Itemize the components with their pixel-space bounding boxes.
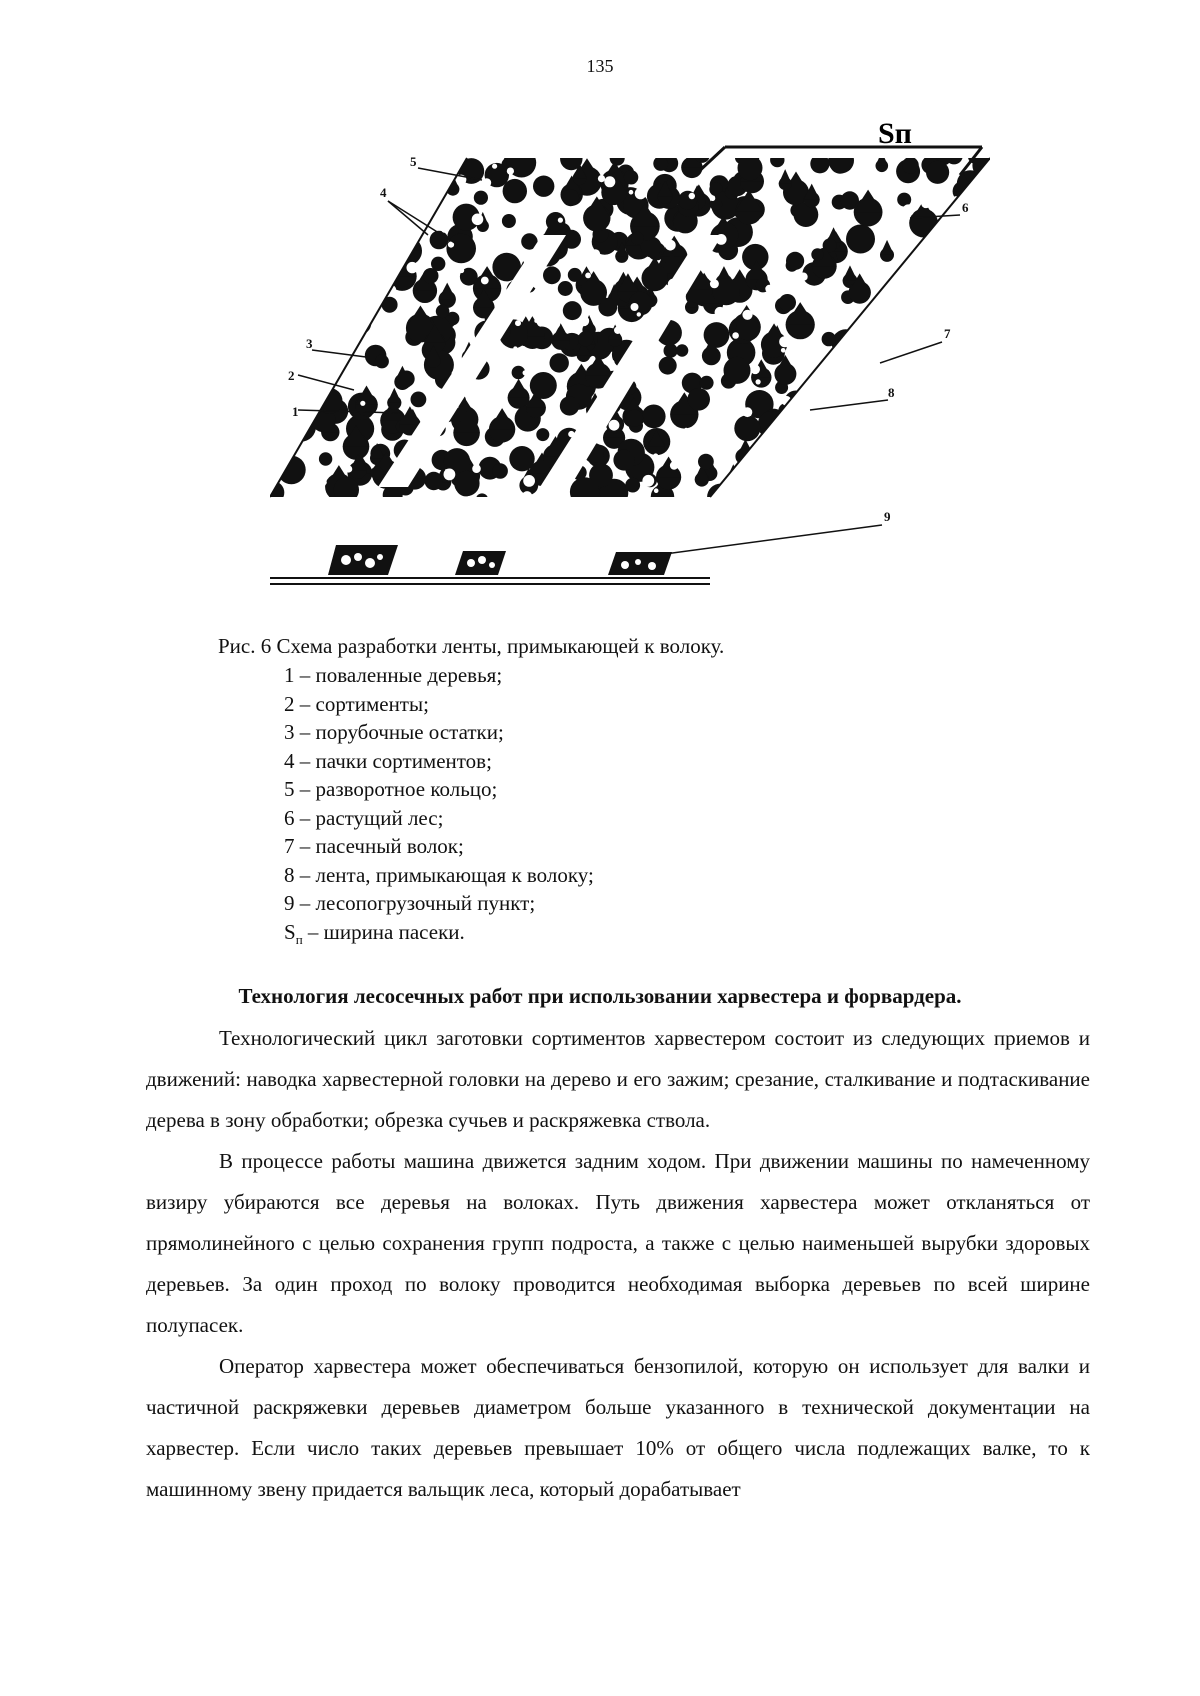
callout-9: 9 — [884, 509, 891, 524]
callout-5: 5 — [410, 154, 417, 169]
log-stacks — [328, 545, 672, 575]
body-text — [146, 1018, 1090, 1510]
paragraph-1: Технологический цикл заготовки сортиментов харвестером состоит из следующих приемов и движений: наводка харвестерной головки на дерево и его зажим; срезание, сталкивание и подтаскивание дерева в зону обработки; обрезка сучьев и раскряжевка ствола. — [146, 1026, 1090, 1132]
callout-2: 2 — [288, 368, 295, 383]
legend-item: 3 – порубочные остатки; — [284, 720, 504, 744]
forest-strip-diagram — [270, 105, 990, 595]
diagram-svg — [270, 105, 990, 595]
legend-item: 1 – поваленные деревья; — [284, 663, 503, 687]
width-label: Sп — [878, 117, 912, 150]
legend-item: 6 – растущий лес; — [284, 805, 444, 830]
callout-7: 7 — [944, 326, 951, 341]
legend-item: 4 – пачки сортиментов; — [284, 748, 492, 773]
callout-4: 4 — [380, 185, 387, 200]
legend-item: 9 – лесопогрузочный пункт; — [284, 891, 536, 915]
width-description: – ширина пасеки. — [302, 919, 465, 944]
paragraph-3: Оператор харвестера может обеспечиваться бензопилой, которую он использует для валки и частичной раскряжевки деревьев диаметром больше указанного в технической документации на харвестер. Если число таких деревьев превышает 10% от общего числа подлежащих валке, то к машинному звену придается вальщик леса, который дорабатывает — [146, 1354, 1090, 1501]
figure-caption: Рис. 6 Схема разработки ленты, примыкающей к волоку. — [218, 634, 725, 658]
section-heading: Технология лесосечных работ при использовании харвестера и форвардера. — [238, 984, 962, 1008]
forest-area — [270, 134, 990, 510]
callout-6: 6 — [962, 200, 969, 215]
legend-item: 8 – лента, примыкающая к волоку; — [284, 862, 594, 887]
legend-item: 7 – пасечный волок; — [284, 834, 464, 858]
paragraph-2: В процессе работы машина движется задним ходом. При движении машины по намеченному визиру убираются все деревья на волоках. Путь движения харвестера может откланяться от прямолинейного с целью сохранения групп подроста, а также с целью наименьшей вырубки здоровых деревьев. За один проход по волоку проводится необходимая выборка деревьев по всей ширине полупасек. — [146, 1149, 1090, 1337]
legend-item: 2 – сортименты; — [284, 691, 429, 716]
width-symbol: S — [284, 919, 296, 944]
callout-8: 8 — [888, 385, 895, 400]
callout-1: 1 — [292, 404, 299, 419]
legend-item-width — [284, 918, 594, 955]
width-subscript: п — [295, 931, 303, 947]
legend-item: 5 – разворотное кольцо; — [284, 777, 498, 801]
figure-legend — [284, 661, 594, 954]
page-number: 135 — [586, 56, 614, 76]
callout-3: 3 — [306, 336, 313, 351]
